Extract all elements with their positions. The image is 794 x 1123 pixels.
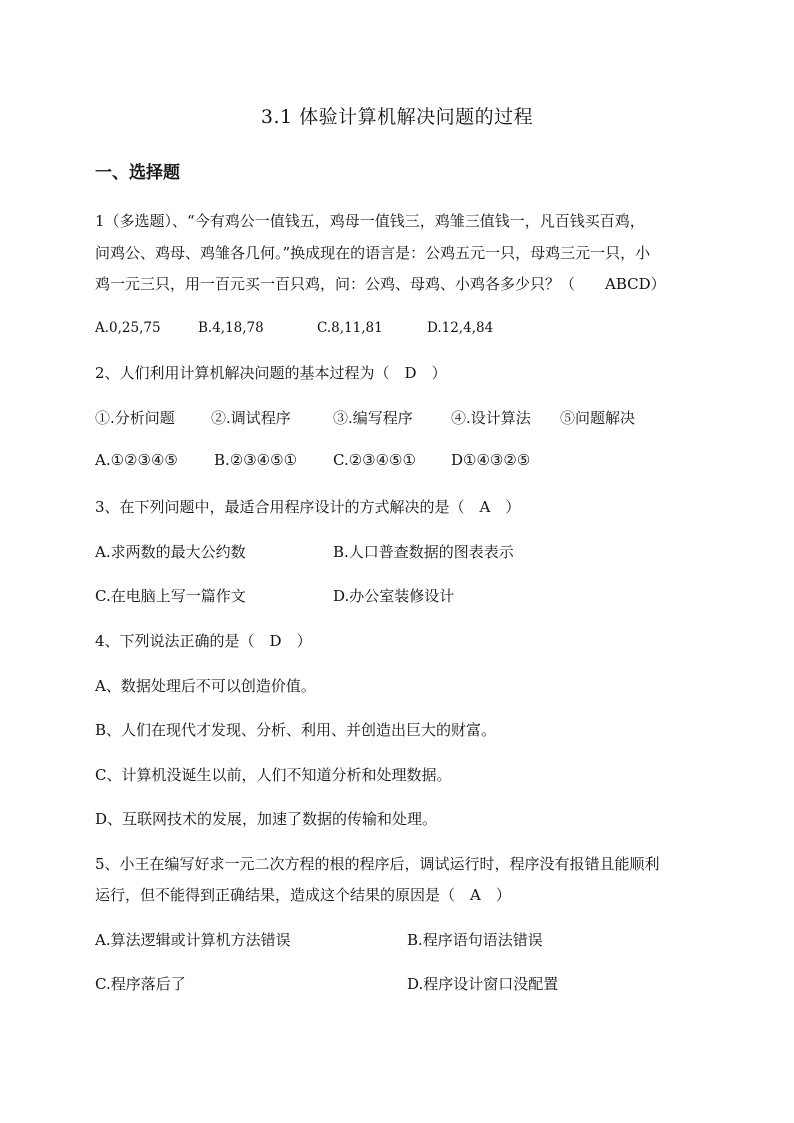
q3-option-b: B.人口普查数据的图表表示 (333, 543, 514, 561)
q2-step-4: ④.设计算法 (451, 409, 531, 427)
q2-option-d: D①④③②⑤ (451, 451, 531, 469)
q4-option-c: C、计算机没诞生以前，人们不知道分析和处理数据。 (95, 766, 452, 784)
q3-option-c: C.在电脑上写一篇作文 (95, 587, 246, 605)
q3-option-a: A.求两数的最大公约数 (95, 543, 246, 561)
q1-option-a: A.0,25,75 (95, 320, 161, 336)
q1-option-b: B.4,18,78 (198, 320, 264, 336)
page-title: 3.1 体验计算机解决问题的过程 (260, 106, 534, 128)
q2-option-c: C.②③④⑤① (333, 451, 416, 469)
q4-option-d: D、互联网技术的发展，加速了数据的传输和处理。 (95, 810, 438, 828)
q5-option-c: C.程序落后了 (95, 975, 186, 993)
q5-line-2: 运行，但不能得到正确结果，造成这个结果的原因是（ A ） (95, 886, 511, 904)
q1-option-d: D.12,4,84 (427, 320, 494, 336)
q2-option-b: B.②③④⑤① (214, 451, 298, 469)
section-heading: 一、选择题 (95, 163, 180, 183)
q1-line-2: 问鸡公、鸡母、鸡雏各几何。”换成现在的语言是：公鸡五元一只，母鸡三元一只，小 (95, 244, 651, 262)
q5-option-a: A.算法逻辑或计算机方法错误 (95, 931, 291, 949)
q2-step-1: ①.分析问题 (95, 409, 175, 427)
q5-option-d: D.程序设计窗口没配置 (407, 975, 559, 993)
q1-option-c: C.8,11,81 (317, 320, 383, 336)
q4-option-b: B、人们在现代才发现、分析、利用、并创造出巨大的财富。 (95, 721, 497, 739)
q2-step-2: ②.调试程序 (211, 409, 291, 427)
q1-line-3: 鸡一元三只，用一百元买一百只鸡，问：公鸡、母鸡、小鸡各多少只？（ ABCD） (95, 275, 666, 293)
q4-option-a: A、数据处理后不可以创造价值。 (95, 677, 316, 695)
q2-step-3: ③.编写程序 (333, 409, 413, 427)
q3-stem: 3、在下列问题中，最适合用程序设计的方式解决的是（ A ） (95, 498, 521, 516)
q2-option-a: A.①②③④⑤ (95, 451, 178, 469)
q2-step-5: ⑤问题解决 (560, 409, 636, 427)
q5-line-1: 5、小王在编写好求一元二次方程的根的程序后，调试运行时，程序没有报错且能顺利 (95, 855, 660, 873)
q4-stem: 4、下列说法正确的是（ D ） (95, 632, 312, 650)
q2-stem: 2、人们利用计算机解决问题的基本过程为（ D ） (95, 364, 447, 382)
q3-option-d: D.办公室装修设计 (333, 587, 455, 605)
q5-option-b: B.程序语句语法错误 (407, 931, 543, 949)
q1-line-1: 1（多选题）、“今有鸡公一值钱五，鸡母一值钱三，鸡雏三值钱一，凡百钱买百鸡， (95, 212, 645, 230)
